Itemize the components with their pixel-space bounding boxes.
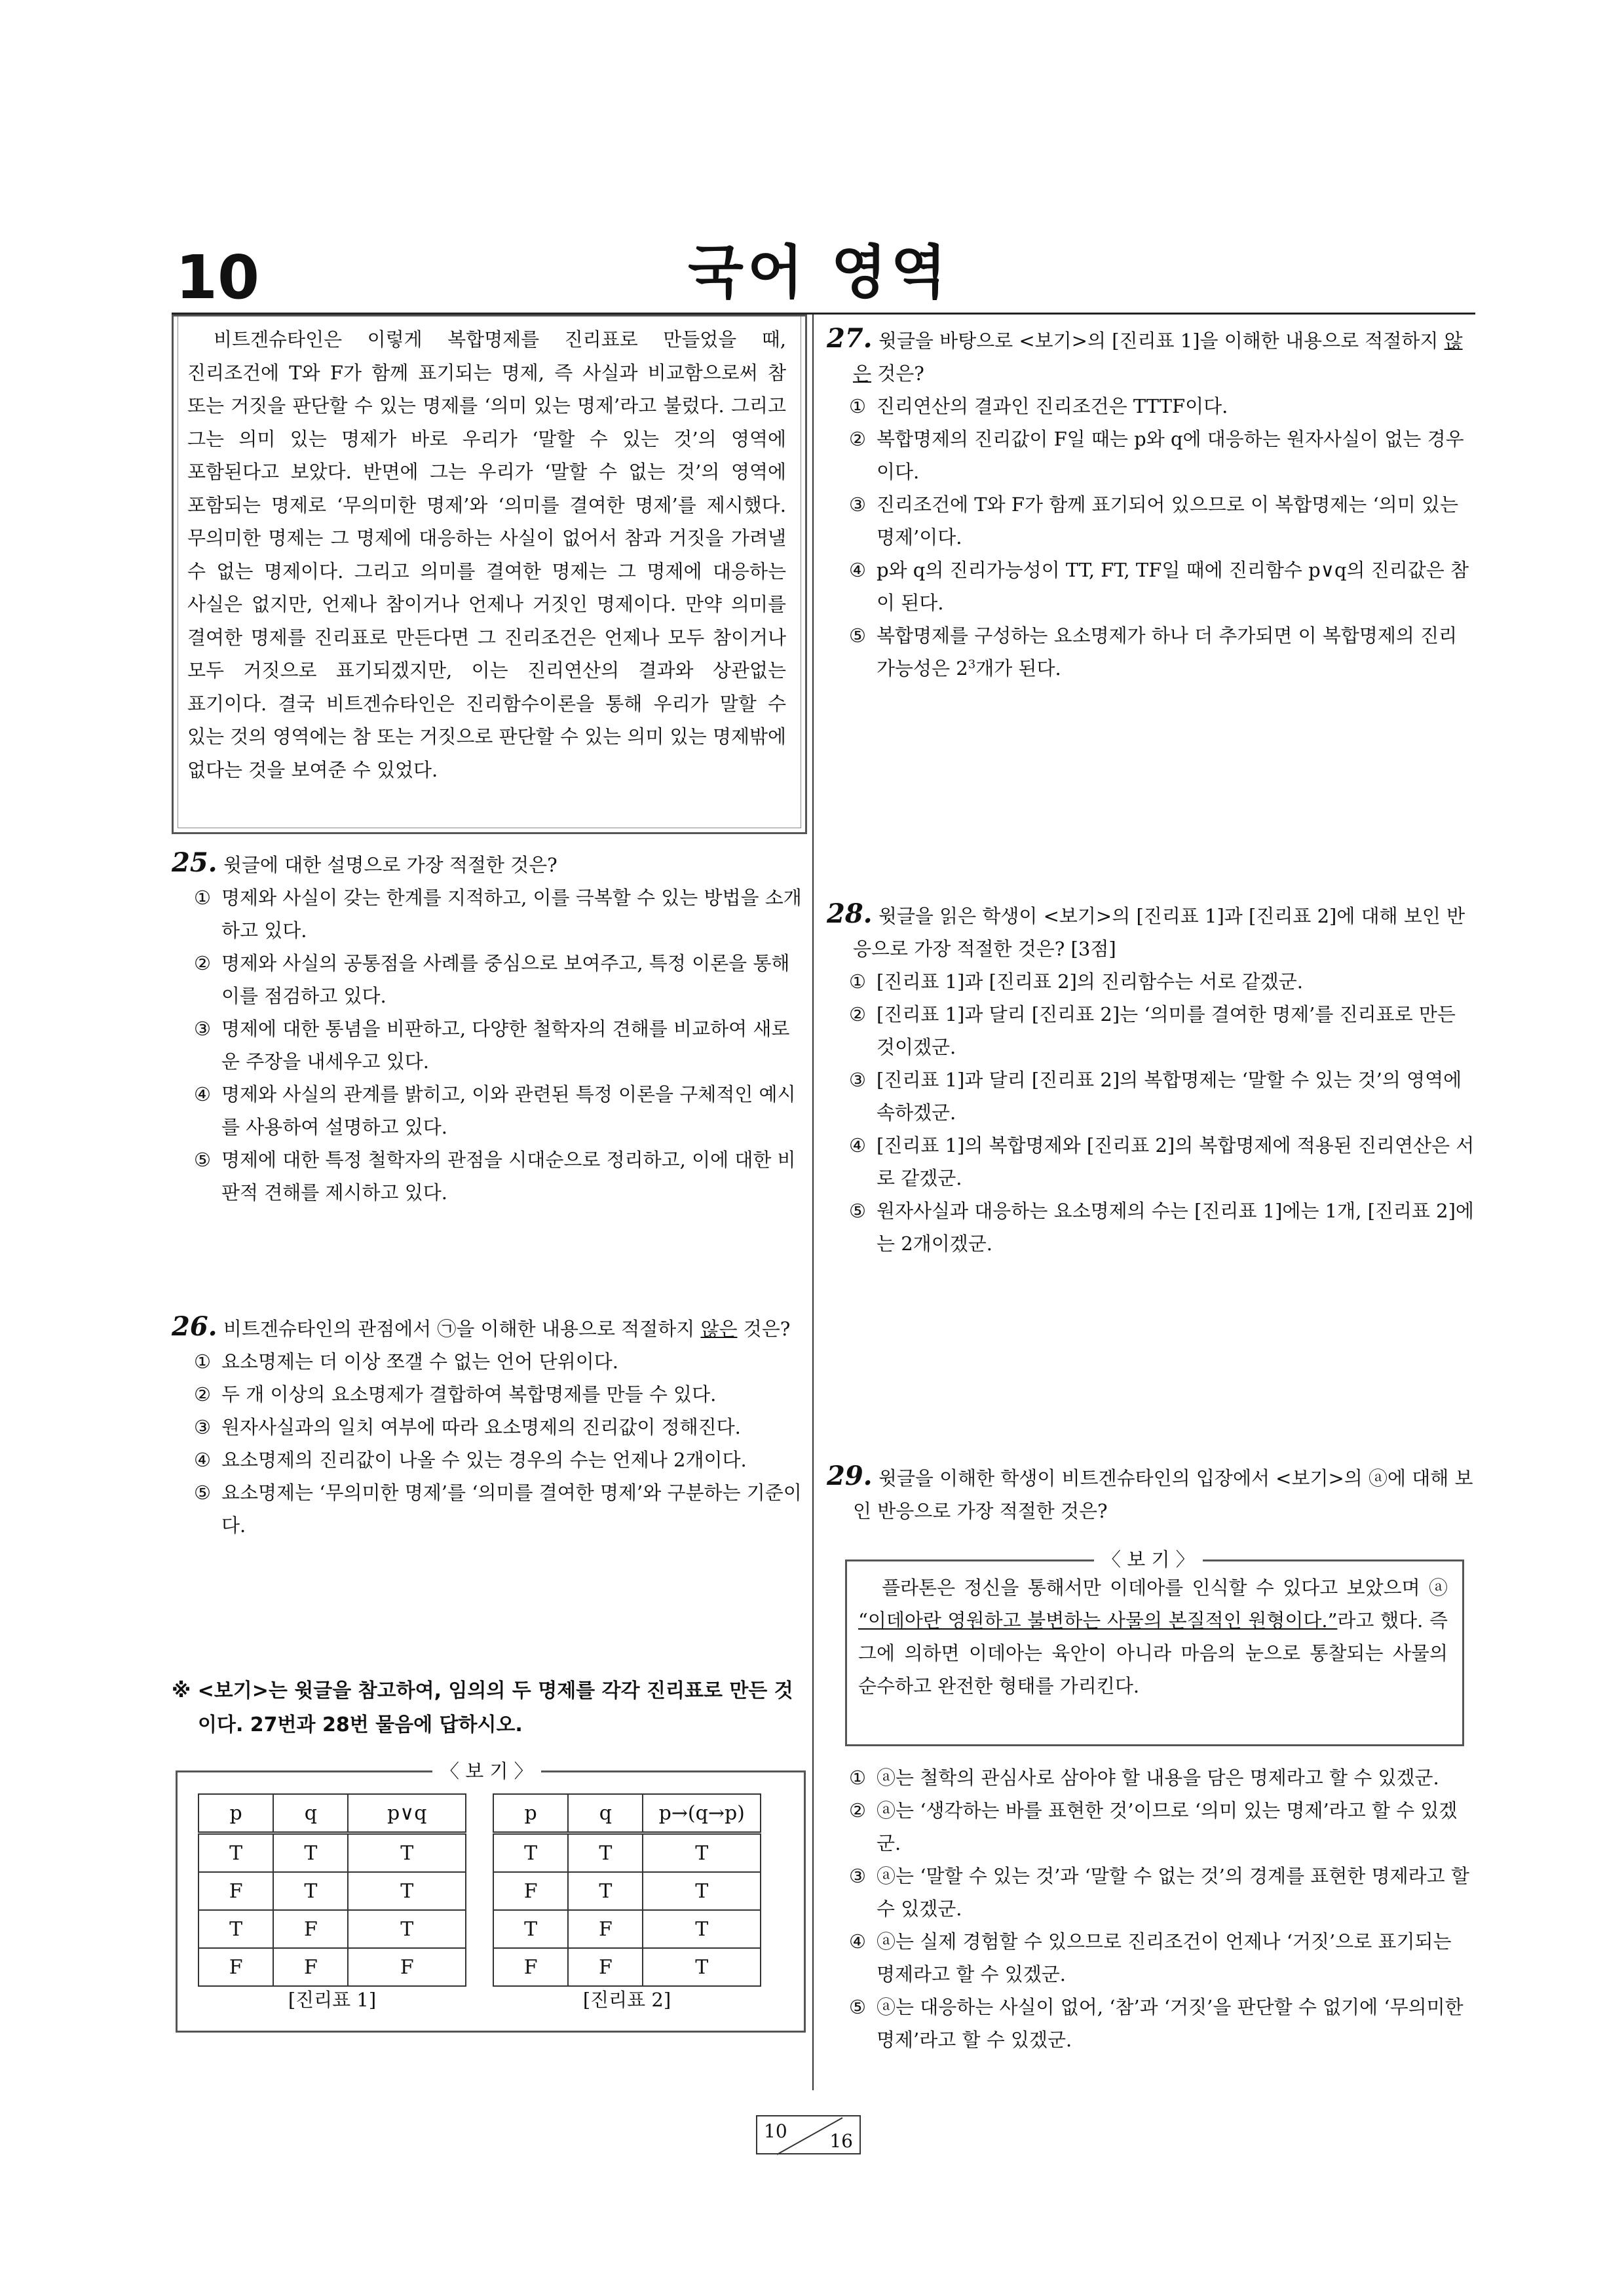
table-header-cell: p∨q bbox=[348, 1794, 466, 1833]
table-cell: F bbox=[568, 1948, 643, 1986]
option-2[interactable] bbox=[172, 1378, 810, 1411]
table-row bbox=[493, 1910, 761, 1948]
truth-table-2-caption: [진리표 2] bbox=[582, 1989, 671, 2011]
table-cell: F bbox=[198, 1872, 273, 1910]
option-marker: ④ bbox=[849, 1134, 866, 1157]
table-header-row bbox=[198, 1794, 466, 1833]
option-text: 명제와 사실이 갖는 한계를 지적하고, 이를 극복할 수 있는 방법을 소개하고 있다. bbox=[221, 887, 802, 942]
option-5[interactable] bbox=[827, 1195, 1475, 1260]
option-marker: ① bbox=[849, 970, 866, 993]
option-text: 진리연산의 결과인 진리조건은 TTTF이다. bbox=[877, 395, 1228, 417]
option-marker: ③ bbox=[849, 1069, 866, 1091]
table-row bbox=[493, 1833, 761, 1873]
option-marker: ① bbox=[194, 887, 211, 909]
table-cell: F bbox=[568, 1910, 643, 1948]
question-number: 26. bbox=[172, 1311, 217, 1342]
option-marker: ④ bbox=[194, 1449, 211, 1471]
total-pages: 16 bbox=[829, 2130, 853, 2152]
table-header-cell: q bbox=[273, 1794, 348, 1833]
option-text: 요소명제는 ‘무의미한 명제’를 ‘의미를 결여한 명제’와 구분하는 기준이다. bbox=[221, 1482, 802, 1537]
option-marker: ② bbox=[849, 428, 866, 450]
table-cell: F bbox=[348, 1948, 466, 1986]
option-marker: ④ bbox=[849, 559, 866, 581]
question-number: 25. bbox=[172, 847, 217, 878]
question-number: 28. bbox=[827, 898, 873, 929]
option-5[interactable] bbox=[172, 1476, 810, 1542]
table-header-cell: p→(q→p) bbox=[643, 1794, 761, 1833]
table-cell: T bbox=[273, 1833, 348, 1873]
option-1[interactable] bbox=[827, 1761, 1475, 1794]
table-cell: T bbox=[273, 1872, 348, 1910]
option-text: 요소명제의 진리값이 나올 수 있는 경우의 수는 언제나 2개이다. bbox=[221, 1449, 747, 1471]
option-marker: ③ bbox=[849, 1865, 866, 1887]
option-marker: ③ bbox=[849, 493, 866, 516]
option-text: p와 q의 진리가능성이 TT, FT, TF일 때에 진리함수 p∨q의 진리값은 참이 된다. bbox=[877, 559, 1469, 614]
option-marker: ① bbox=[194, 1350, 211, 1373]
option-text: ⓐ는 실제 경험할 수 있으므로 진리조건이 언제나 ‘거짓’으로 표기되는 명제라고 할 수 있겠군. bbox=[877, 1930, 1452, 1985]
option-text: 명제와 사실의 공통점을 사례를 중심으로 보여주고, 특정 이론을 통해 이를 점검하고 있다. bbox=[221, 952, 790, 1007]
page-indicator bbox=[756, 2115, 861, 2154]
option-list bbox=[172, 881, 807, 1209]
bogi-text-end: 라고 했다. 즉 그에 의하면 이데아는 육안이 아니라 마음의 눈으로 통찰되는 사물의 순수하고 완전한 형태를 가리킨다. bbox=[858, 1609, 1448, 1697]
table-cell: T bbox=[493, 1833, 568, 1873]
option-marker: ② bbox=[849, 1003, 866, 1025]
page-number: 10 bbox=[176, 242, 260, 313]
option-marker: ① bbox=[849, 395, 866, 417]
option-marker: ② bbox=[849, 1799, 866, 1822]
table-header-cell: p bbox=[198, 1794, 273, 1833]
question-26 bbox=[172, 1311, 810, 1542]
option-text: [진리표 1]과 [진리표 2]의 진리함수는 서로 같겠군. bbox=[877, 970, 1303, 993]
option-list bbox=[827, 390, 1475, 685]
option-list bbox=[827, 965, 1475, 1260]
option-2[interactable] bbox=[827, 1794, 1475, 1860]
option-5[interactable] bbox=[172, 1143, 807, 1209]
option-text: 원자사실과의 일치 여부에 따라 요소명제의 진리값이 정해진다. bbox=[221, 1416, 741, 1438]
option-text: [진리표 1]과 달리 [진리표 2]는 ‘의미를 결여한 명제’를 진리표로 만든 것이겠군. bbox=[877, 1003, 1456, 1058]
option-1[interactable] bbox=[827, 965, 1475, 998]
option-5[interactable] bbox=[827, 619, 1475, 685]
option-3[interactable] bbox=[827, 488, 1475, 554]
question-number: 29. bbox=[827, 1461, 873, 1491]
option-2[interactable] bbox=[827, 423, 1475, 488]
option-5[interactable] bbox=[827, 1991, 1475, 2056]
question-stem-emphasis: 않은 bbox=[700, 1318, 738, 1340]
truth-table-2 bbox=[493, 1793, 761, 1987]
table-row bbox=[198, 1833, 466, 1873]
question-28 bbox=[827, 898, 1475, 1260]
option-3[interactable] bbox=[172, 1012, 807, 1078]
option-text: [진리표 1]과 달리 [진리표 2]의 복합명제는 ‘말할 수 있는 것’의 영역에 속하겠군. bbox=[877, 1069, 1462, 1124]
option-text: [진리표 1]의 복합명제와 [진리표 2]의 복합명제에 적용된 진리연산은 서로 같겠군. bbox=[877, 1134, 1475, 1189]
subject-title: 국어 영역 bbox=[688, 239, 951, 306]
question-number: 27. bbox=[827, 323, 873, 354]
option-text: 원자사실과 대응하는 요소명제의 수는 [진리표 1]에는 1개, [진리표 2]에는 2개이겠군. bbox=[877, 1200, 1474, 1255]
passage-paragraph: 비트겐슈타인은 이렇게 복합명제를 진리표로 만들었을 때, 진리조건에 T와 F가 함께 표기되는 명제, 즉 사실과 비교함으로써 참 또는 거짓을 판단할 수 있는 명제를 ‘의미 있는 명제’라고 불렀다. 그리고 그는 의미 있는 명제가 바로 우리가 ‘말할 수 있는 것’의 영역에 포함된다고 보았다. 반면에 그는 우리가 ‘말할 수 없는 것’의 영역에 포함되는 명제로 ‘무의미한 명제’와 ‘의미를 결여한 명제’를 제시했다. 무의미한 명제는 그 명제에 대응하는 사실이 없어서 참과 거짓을 가려낼 수 없는 명제이다. 그리고 의미를 결여한 명제는 그 명제에 대응하는 사실은 없지만, 언제나 참이거나 언제나 거짓인 명제이다. 만약 의미를 결여한 명제를 진리표로 만든다면 그 진리조건은 언제나 모두 참이거나 모두 거짓으로 표기되겠지만, 이는 진리연산의 결과와 상관없는 표기이다. 결국 비트겐슈타인은 진리함수이론을 통해 우리가 말할 수 있는 것의 영역에는 참 또는 거짓으로 판단할 수 있는 의미 있는 명제밖에 없다는 것을 보여준 수 있었다. bbox=[187, 328, 786, 781]
option-text: 명제에 대한 통념을 비판하고, 다양한 철학자의 견해를 비교하여 새로운 주장을 내세우고 있다. bbox=[221, 1018, 790, 1073]
option-2[interactable] bbox=[827, 998, 1475, 1063]
option-text: 진리조건에 T와 F가 함께 표기되어 있으므로 이 복합명제는 ‘의미 있는 명제’이다. bbox=[877, 493, 1459, 548]
option-1[interactable] bbox=[172, 1345, 810, 1378]
table-cell: T bbox=[348, 1910, 466, 1948]
table-cell: F bbox=[273, 1948, 348, 1986]
option-marker: ⑤ bbox=[194, 1149, 211, 1171]
option-text: ⓐ는 대응하는 사실이 없어, ‘참’과 ‘거짓’을 판단할 수 없기에 ‘무의미한 명제’라고 할 수 있겠군. bbox=[877, 1996, 1463, 2051]
bogi-text-quote: “이데아란 영원하고 불변하는 사물의 본질적인 원형이다.” bbox=[858, 1609, 1338, 1632]
option-1[interactable] bbox=[827, 390, 1475, 423]
table-cell: F bbox=[198, 1948, 273, 1986]
option-3[interactable] bbox=[172, 1411, 810, 1444]
option-marker: ② bbox=[194, 952, 211, 974]
option-text: 복합명제를 구성하는 요소명제가 하나 더 추가되면 이 복합명제의 진리가능성은 2 bbox=[877, 624, 1458, 679]
table-cell: T bbox=[643, 1872, 761, 1910]
option-marker: ③ bbox=[194, 1416, 211, 1438]
question-stem: 윗글에 대한 설명으로 가장 적절한 것은? bbox=[223, 854, 557, 876]
option-text: 명제에 대한 특정 철학자의 관점을 시대순으로 정리하고, 이에 대한 비판적 견해를 제시하고 있다. bbox=[221, 1149, 796, 1204]
table-header-cell: q bbox=[568, 1794, 643, 1833]
question-27 bbox=[827, 322, 1475, 685]
bogi-text-start: 플라톤은 정신을 통해서만 이데아를 인식할 수 있다고 보았으며 ⓐ bbox=[882, 1577, 1448, 1599]
table-row bbox=[198, 1872, 466, 1910]
option-marker: ⑤ bbox=[194, 1482, 211, 1504]
option-text: ⓐ는 ‘생각하는 바를 표현한 것’이므로 ‘의미 있는 명제’라고 할 수 있겠군. bbox=[877, 1799, 1458, 1854]
option-marker: ⑤ bbox=[849, 624, 866, 647]
notice-text: ※ <보기>는 윗글을 참고하여, 임의의 두 명제를 각각 진리표로 만든 것이다. 27번과 28번 물음에 답하시오. bbox=[172, 1679, 793, 1736]
option-text: ⓐ는 철학의 관심사로 삼아야 할 내용을 담은 명제라고 할 수 있겠군. bbox=[877, 1767, 1439, 1789]
option-4[interactable] bbox=[827, 554, 1475, 619]
table-cell: T bbox=[493, 1910, 568, 1948]
table-row bbox=[198, 1910, 466, 1948]
option-marker: ④ bbox=[194, 1083, 211, 1105]
question-25 bbox=[172, 847, 807, 1209]
option-marker: ① bbox=[849, 1767, 866, 1789]
column-divider bbox=[812, 315, 814, 2090]
table-cell: T bbox=[643, 1910, 761, 1948]
table-cell: T bbox=[643, 1833, 761, 1873]
option-superscript: 3 bbox=[968, 657, 976, 672]
passage-box bbox=[172, 315, 807, 834]
option-4[interactable] bbox=[827, 1925, 1475, 1991]
option-marker: ② bbox=[194, 1383, 211, 1406]
bogi-label: 〈 보 기 〉 bbox=[432, 1760, 541, 1782]
truth-table-1-caption: [진리표 1] bbox=[288, 1989, 377, 2011]
option-marker: ⑤ bbox=[849, 1200, 866, 1222]
table-cell: T bbox=[348, 1833, 466, 1873]
option-4[interactable] bbox=[172, 1078, 807, 1143]
question-stem: 윗글을 읽은 학생이 <보기>의 [진리표 1]과 [진리표 2]에 대해 보인 반응으로 가장 적절한 것은? [3점] bbox=[853, 905, 1465, 960]
table-cell: T bbox=[198, 1910, 273, 1948]
question-stem: 윗글을 바탕으로 <보기>의 [진리표 1]을 이해한 내용으로 적절하지 bbox=[878, 330, 1445, 352]
option-2[interactable] bbox=[172, 947, 807, 1012]
table-cell: F bbox=[273, 1910, 348, 1948]
table-cell: F bbox=[493, 1948, 568, 1986]
option-3[interactable] bbox=[827, 1860, 1475, 1925]
table-header-cell: p bbox=[493, 1794, 568, 1833]
option-4[interactable] bbox=[172, 1444, 810, 1476]
option-marker: ③ bbox=[194, 1018, 211, 1040]
option-text: 두 개 이상의 요소명제가 결합하여 복합명제를 만들 수 있다. bbox=[221, 1383, 717, 1406]
option-text-end: 개가 된다. bbox=[975, 657, 1061, 679]
table-header-row bbox=[493, 1794, 761, 1833]
table-row bbox=[493, 1948, 761, 1986]
option-3[interactable] bbox=[827, 1063, 1475, 1129]
question-stem-emphasis: 않은 bbox=[853, 330, 1463, 385]
option-4[interactable] bbox=[827, 1129, 1475, 1195]
question-stem-end: 것은? bbox=[737, 1318, 791, 1340]
table-cell: T bbox=[568, 1872, 643, 1910]
option-text: 명제와 사실의 관계를 밝히고, 이와 관련된 특정 이론을 구체적인 예시를 사용하여 설명하고 있다. bbox=[221, 1083, 796, 1138]
option-1[interactable] bbox=[172, 881, 807, 947]
option-text: ⓐ는 ‘말할 수 있는 것’과 ‘말할 수 없는 것’의 경계를 표현한 명제라고 할 수 있겠군. bbox=[877, 1865, 1469, 1920]
table-cell: T bbox=[643, 1948, 761, 1986]
option-list bbox=[172, 1345, 810, 1542]
option-list bbox=[827, 1761, 1475, 2056]
truth-table-1 bbox=[198, 1793, 466, 1987]
option-text: 요소명제는 더 이상 쪼갤 수 없는 언어 단위이다. bbox=[221, 1350, 619, 1373]
option-marker: ⑤ bbox=[849, 1996, 866, 2018]
bogi-label: 〈 보 기 〉 bbox=[1094, 1548, 1203, 1571]
option-marker: ④ bbox=[849, 1930, 866, 1953]
table-cell: T bbox=[198, 1833, 273, 1873]
question-stem: 비트겐슈타인의 관점에서 ㉠을 이해한 내용으로 적절하지 bbox=[223, 1318, 701, 1340]
table-row bbox=[198, 1948, 466, 1986]
table-row bbox=[493, 1872, 761, 1910]
bogi-text bbox=[858, 1571, 1448, 1702]
table-cell: T bbox=[348, 1872, 466, 1910]
question-stem-end: 것은? bbox=[871, 362, 924, 385]
question-29-options bbox=[827, 1761, 1475, 2056]
question-stem: 윗글을 이해한 학생이 비트겐슈타인의 입장에서 <보기>의 ⓐ에 대해 보인 반응으로 가장 적절한 것은? bbox=[853, 1467, 1473, 1522]
option-text: 복합명제의 진리값이 F일 때는 p와 q에 대응하는 원자사실이 없는 경우이다. bbox=[877, 428, 1464, 483]
question-29 bbox=[827, 1460, 1475, 1527]
current-page: 10 bbox=[764, 2120, 787, 2142]
table-cell: F bbox=[493, 1872, 568, 1910]
table-cell: T bbox=[568, 1833, 643, 1873]
